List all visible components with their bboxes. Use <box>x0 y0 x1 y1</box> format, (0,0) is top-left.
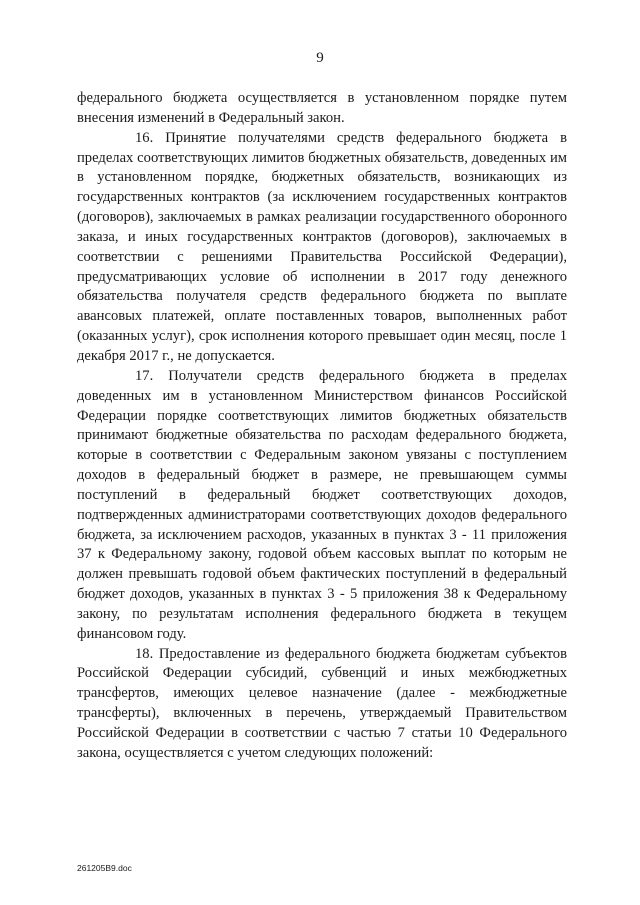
paragraph-item-18: 18. Предоставление из федерального бюджета бюджетам субъектов Российской Федерации субсидий, субвенций и иных межбюджетных трансфертов, имеющих целевое назначение (далее - межбюджетные трансферты), включенных в перечень, утверждаемый Правительством Российской Федерации в соответствии с частью 7 статьи 10 Федерального закона, осуществляется с учетом следующих положений: <box>77 645 567 761</box>
paragraph-continuation: федерального бюджета осуществляется в установленном порядке путем внесения изменений в Федеральный закон. <box>77 90 567 126</box>
paragraph-item-16: 16. Принятие получателями средств федерального бюджета в пределах соответствующих лимитов бюджетных обязательств, доведенных им в установленном порядке, бюджетных обязательств, возникающих из государственных контрактов (за исключением государственных контрактов (договоров), заключаемых в рамках реализации государственного оборонного заказа, и иных государственных контрактов (договоров), заключаемых в соответствии с решениями Правительства Российской Федерации), предусматривающих условие об исполнении в 2017 году денежного обязательства получателя средств федерального бюджета по выплате авансовых платежей, оплате поставленных товаров, выполненных работ (оказанных услуг), срок исполнения которого превышает один месяц, после 1 декабря 2017 г., не допускается. <box>77 129 567 364</box>
footer-filename: 261205В9.doc <box>77 863 132 873</box>
paragraph-item-17: 17. Получатели средств федерального бюджета в пределах доведенных им в установленном Министерством финансов Российской Федерации порядке соответствующих лимитов бюджетных обязательств принимают бюджетные обязательства по расходам федерального бюджета, которые в соответствии с Федеральным законом увязаны с поступлением доходов в федеральный бюджет в размере, не превышающем суммы поступлений в федеральный бюджет соответствующих доходов, подтвержденных администраторами соответствующих доходов федерального бюджета, за исключением расходов, указанных в пунктах 3 - 11 приложения 37 к Федеральному закону, годовой объем кассовых выплат по которым не должен превышать годовой объем фактических поступлений в федеральный бюджет доходов, указанных в пунктах 3 - 5 приложения 38 к Федеральному закону, по результатам исполнения федерального бюджета в текущем финансовом году. <box>77 367 567 642</box>
document-body <box>77 89 567 764</box>
page-number: 9 <box>316 50 324 66</box>
